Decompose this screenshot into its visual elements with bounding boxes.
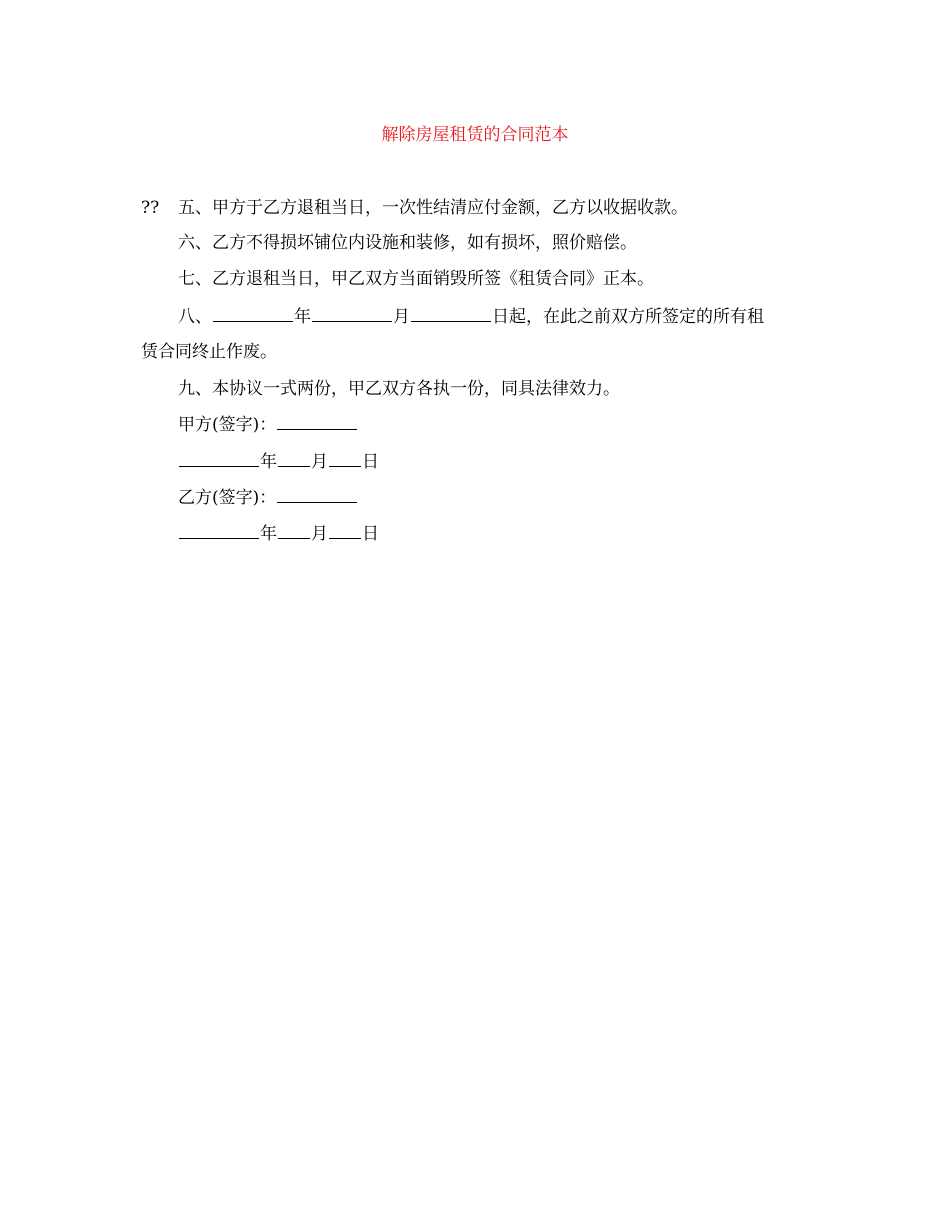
party-a-day-label: 日 [362, 452, 379, 472]
party-b-day-field[interactable] [329, 523, 361, 539]
clause-eight-prefix: 八、 [178, 307, 212, 327]
party-a-date [178, 451, 858, 473]
party-a-month-field[interactable] [278, 451, 310, 467]
party-a-day-field[interactable] [329, 451, 361, 467]
party-b-year-field[interactable] [179, 523, 259, 539]
clause-nine: 九、本协议一式两份，甲乙双方各执一份，同具法律效力。 [178, 379, 620, 399]
party-b-signature-field[interactable] [277, 487, 357, 503]
clause-five [141, 197, 821, 219]
party-b-month-label: 月 [311, 524, 328, 544]
blank-month-field[interactable] [312, 306, 392, 322]
blank-year-field[interactable] [213, 306, 293, 322]
clause-eight-tail: 日起，在此之前双方所签定的所有租 [492, 307, 764, 327]
party-a-label: 甲方(签字)： [178, 415, 277, 435]
party-b-day-label: 日 [362, 524, 379, 544]
clause-eight-month-label: 月 [393, 307, 410, 327]
clause-seven: 七、乙方退租当日，甲乙双方当面销毁所签《租赁合同》正本。 [178, 269, 654, 289]
clause-eight [178, 306, 858, 328]
party-a-signature [178, 414, 858, 436]
clause-six: 六、乙方不得损坏铺位内设施和装修，如有损坏，照价赔偿。 [178, 233, 637, 253]
blank-day-field[interactable] [411, 306, 491, 322]
clause-eight-year-label: 年 [294, 307, 311, 327]
party-a-signature-field[interactable] [277, 414, 357, 430]
document-title: 解除房屋租赁的合同范本 [381, 125, 569, 145]
clause-five-text: 五、甲方于乙方退租当日，一次性结清应付金额，乙方以收据收款。 [178, 198, 688, 218]
party-a-year-field[interactable] [179, 451, 259, 467]
party-b-date [178, 523, 858, 545]
party-b-year-label: 年 [260, 524, 277, 544]
clause-five-marker: ?? [141, 198, 160, 218]
party-a-month-label: 月 [311, 452, 328, 472]
party-b-signature [178, 487, 858, 509]
party-b-label: 乙方(签字)： [178, 488, 277, 508]
party-b-month-field[interactable] [278, 523, 310, 539]
party-a-year-label: 年 [260, 452, 277, 472]
clause-eight-line2: 赁合同终止作废。 [141, 342, 277, 362]
